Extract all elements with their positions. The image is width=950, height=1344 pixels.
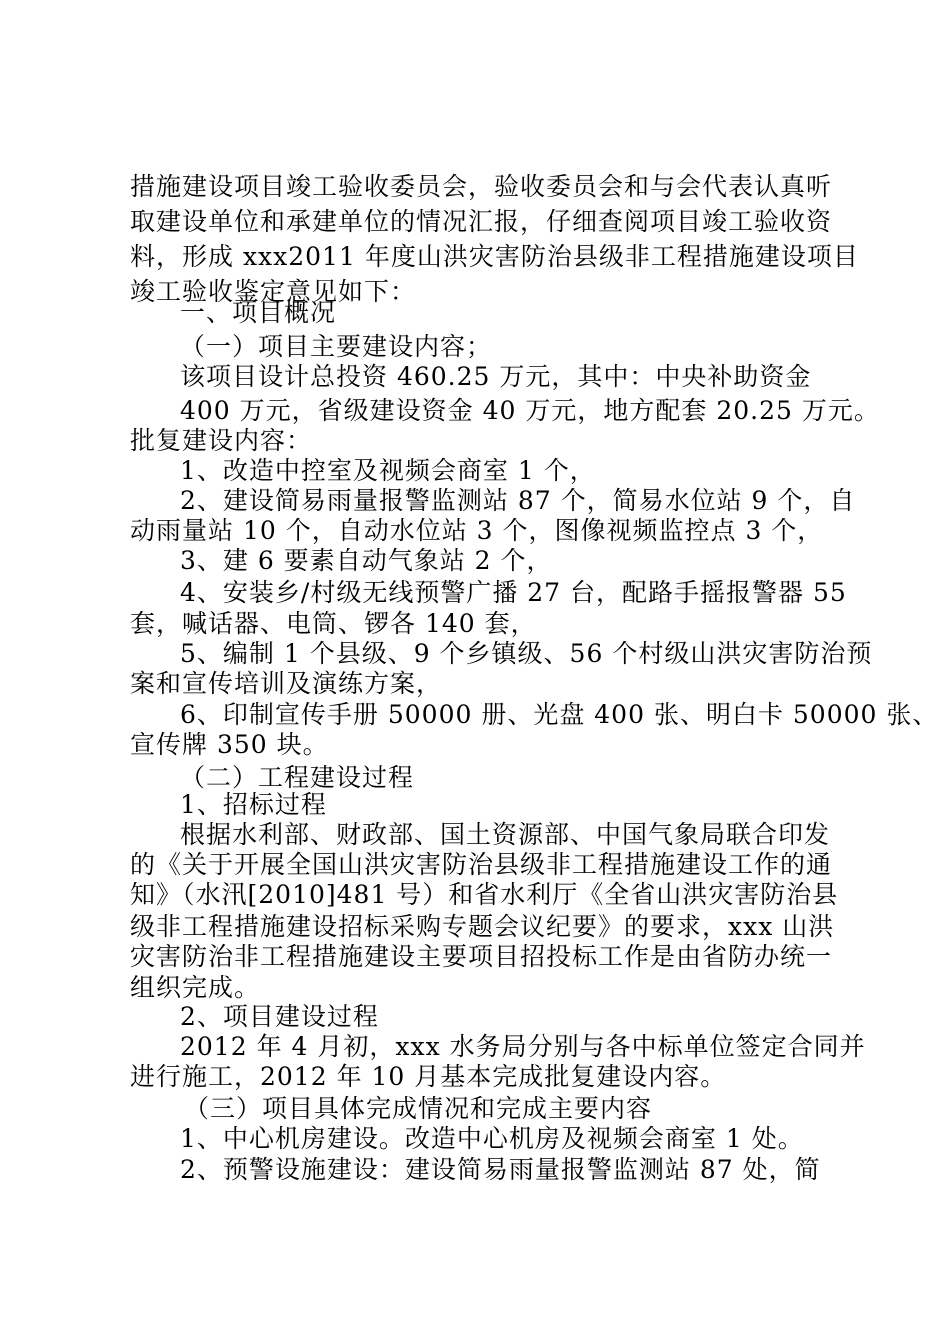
- text-line: 料，形成 xxx2011 年度山洪灾害防治县级非工程措施建设项目: [130, 242, 859, 271]
- subsection-heading: （一）项目主要建设内容；: [180, 332, 493, 361]
- sub-heading: 2、项目建设过程: [180, 1002, 379, 1031]
- text-line: 组织完成。: [130, 973, 261, 1002]
- text-line: 取建设单位和承建单位的情况汇报，仔细查阅项目竣工验收资: [130, 207, 833, 236]
- text-line: 案和宣传培训及演练方案，: [130, 669, 443, 698]
- section-heading: 一、项目概况: [180, 298, 337, 327]
- text-line: 根据水利部、财政部、国土资源部、中国气象局联合印发: [180, 820, 831, 849]
- text-line: 的《关于开展全国山洪灾害防治县级非工程措施建设工作的通: [130, 850, 833, 879]
- text-line: 灾害防治非工程措施建设主要项目招投标工作是由省防办统一: [130, 942, 833, 971]
- sub-heading: 1、招标过程: [180, 790, 327, 819]
- text-line: 级非工程措施建设招标采购专题会议纪要》的要求，xxx 山洪: [130, 912, 835, 941]
- text-line: 措施建设项目竣工验收委员会，验收委员会和与会代表认真听: [130, 172, 833, 201]
- list-item: 2、建设简易雨量报警监测站 87 个，简易水位站 9 个，自: [180, 486, 856, 515]
- text-line: 400 万元，省级建设资金 40 万元，地方配套 20.25 万元。: [180, 396, 880, 425]
- list-item: 2、预警设施建设：建设简易雨量报警监测站 87 处，简: [180, 1155, 821, 1184]
- subsection-heading: （三）项目具体完成情况和完成主要内容: [184, 1094, 653, 1123]
- text-line: 宣传牌 350 块。: [130, 730, 329, 759]
- text-line: 2012 年 4 月初，xxx 水务局分别与各中标单位签定合同并: [180, 1032, 866, 1061]
- subsection-heading: （二）工程建设过程: [180, 763, 415, 792]
- list-item: 1、中心机房建设。改造中心机房及视频会商室 1 处。: [180, 1124, 804, 1153]
- list-item: 3、建 6 要素自动气象站 2 个，: [180, 546, 553, 575]
- text-line: 该项目设计总投资 460.25 万元，其中：中央补助资金: [180, 362, 812, 391]
- list-item: 1、改造中控室及视频会商室 1 个，: [180, 456, 596, 485]
- list-item: 6、印制宣传手册 50000 册、光盘 400 张、明白卡 50000 张、: [180, 700, 939, 729]
- list-item: 4、安装乡/村级无线预警广播 27 台，配路手摇报警器 55: [180, 578, 847, 607]
- text-line: 动雨量站 10 个，自动水位站 3 个，图像视频监控点 3 个，: [130, 516, 824, 545]
- text-line: 知》（水汛[2010]481 号）和省水利厅《全省山洪灾害防治县: [130, 880, 839, 909]
- list-item: 5、编制 1 个县级、9 个乡镇级、56 个村级山洪灾害防治预: [180, 639, 873, 668]
- text-line: 竣工验收鉴定意见如下：: [130, 277, 417, 306]
- text-line: 进行施工，2012 年 10 月基本完成批复建设内容。: [130, 1062, 727, 1091]
- text-line: 套，喊话器、电筒、锣各 140 套，: [130, 609, 537, 638]
- text-line: 批复建设内容：: [130, 426, 313, 455]
